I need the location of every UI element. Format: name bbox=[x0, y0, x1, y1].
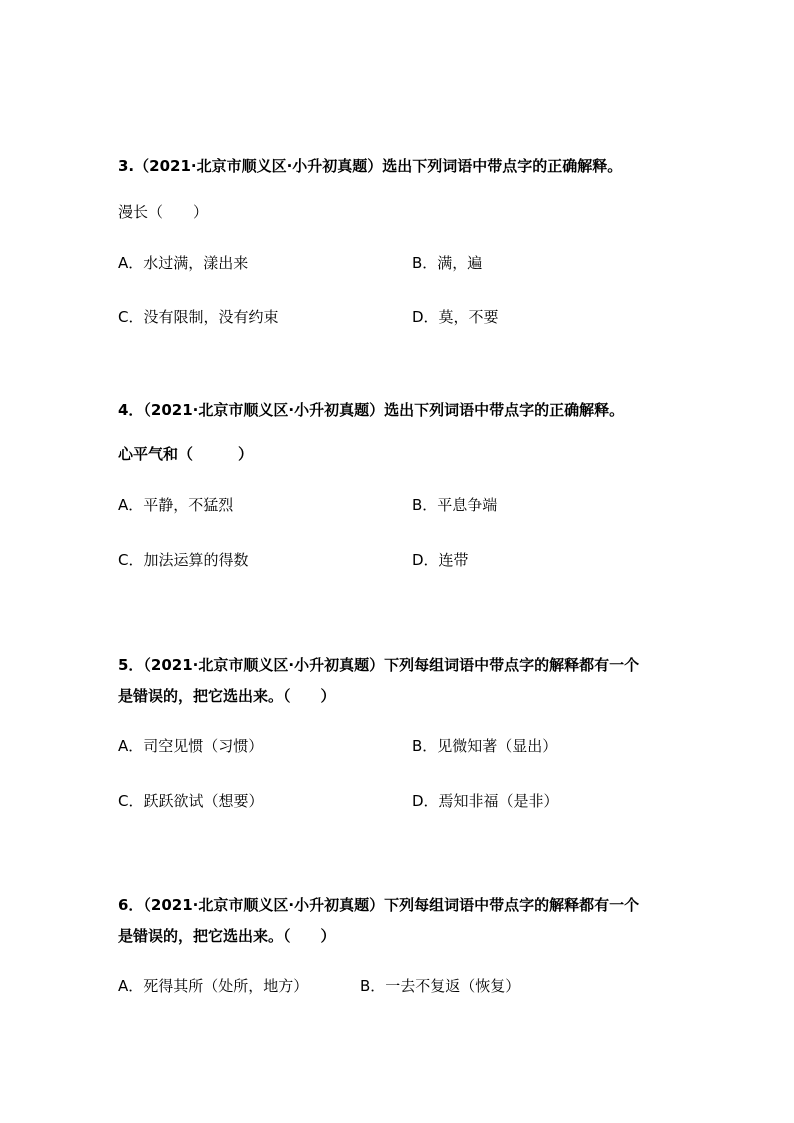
question-4-word: 心平气和（ ） bbox=[118, 445, 254, 463]
question-5-option-c: C．跃跃欲试（想要） bbox=[118, 792, 264, 810]
question-5-option-d: D．焉知非福（是非） bbox=[412, 792, 559, 810]
question-6-option-a: A．死得其所（处所，地方） bbox=[118, 977, 309, 995]
question-4-option-c: C．加法运算的得数 bbox=[118, 551, 249, 569]
question-4-stem: 4．（2021·北京市顺义区·小升初真题）选出下列词语中带点字的正确解释。 bbox=[118, 401, 625, 419]
question-3-option-b: B．满，遍 bbox=[412, 254, 483, 272]
question-4-option-a: A．平静，不猛烈 bbox=[118, 496, 234, 514]
question-6-option-b: B．一去不复返（恢复） bbox=[360, 977, 521, 995]
question-4-option-d: D．连带 bbox=[412, 551, 469, 569]
question-4-option-b: B．平息争端 bbox=[412, 496, 498, 514]
question-3-word: 漫长（ ） bbox=[118, 203, 209, 221]
question-6-stem-line2: 是错误的，把它选出来。（ ） bbox=[118, 927, 336, 945]
question-3-stem: 3.（2021·北京市顺义区·小升初真题）选出下列词语中带点字的正确解释。 bbox=[118, 157, 623, 175]
question-3-option-c: C．没有限制，没有约束 bbox=[118, 308, 279, 326]
question-6-stem-line1: 6．（2021·北京市顺义区·小升初真题）下列每组词语中带点字的解释都有一个 bbox=[118, 896, 640, 914]
question-5-option-b: B．见微知著（显出） bbox=[412, 737, 558, 755]
question-5-stem-line1: 5．（2021·北京市顺义区·小升初真题）下列每组词语中带点字的解释都有一个 bbox=[118, 656, 640, 674]
question-5-option-a: A．司空见惯（习惯） bbox=[118, 737, 264, 755]
question-3-option-d: D．莫，不要 bbox=[412, 308, 499, 326]
question-5-stem-line2: 是错误的，把它选出来。（ ） bbox=[118, 687, 336, 705]
question-3-option-a: A．水过满，漾出来 bbox=[118, 254, 249, 272]
